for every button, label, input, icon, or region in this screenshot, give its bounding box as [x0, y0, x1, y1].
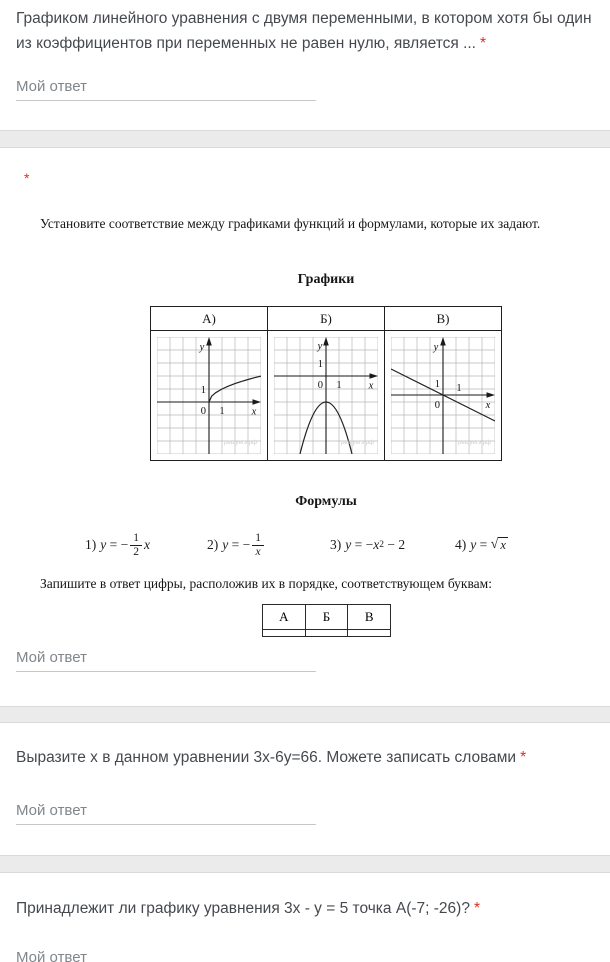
graph-label-a: А): [151, 307, 268, 330]
short-answer-input[interactable]: Мой ответ: [16, 78, 87, 95]
input-underline: [16, 671, 316, 672]
svg-text:1: 1: [434, 379, 440, 390]
graph-v-cell: [385, 331, 501, 460]
question-4-title: [16, 896, 602, 921]
question-2-answer: [16, 649, 316, 672]
short-answer-input[interactable]: Мой ответ: [16, 802, 87, 819]
short-answer-input[interactable]: Мой ответ: [16, 649, 87, 666]
write-answer-instruction: Запишите в ответ цифры, расположив их в порядке, соответствующем буквам:: [40, 576, 492, 591]
svg-text:1: 1: [336, 380, 342, 391]
svg-text:0: 0: [317, 380, 323, 391]
fraction: $\frac{1}{2}$: [130, 532, 142, 558]
question-4-text: Принадлежит ли графику уравнения 3x - y = 5 точка А(-7; -26)?: [16, 900, 470, 917]
svg-text:y: y: [199, 342, 205, 353]
question-card-2: [0, 147, 610, 707]
question-1-title: [16, 6, 602, 56]
graphs-table-body: [151, 331, 501, 460]
input-underline: [16, 100, 316, 101]
question-1-answer: [16, 78, 316, 101]
image-instruction-text: Установите соответствие между графиками функций и формулами, которые их задают.: [40, 216, 541, 231]
svg-text:x: x: [485, 400, 491, 411]
graph-label-b: Б): [268, 307, 385, 330]
graphs-table: [150, 306, 502, 461]
graphs-table-header: [151, 307, 501, 331]
watermark: решуегэ.рф: [224, 440, 257, 446]
svg-text:0: 0: [434, 400, 440, 411]
letter-v-cell: В: [364, 609, 374, 624]
formula-2: 2) y = − $\frac{1}{x}$: [207, 524, 266, 566]
watermark: решуегэ.рф: [458, 440, 491, 446]
answer-letters-table: [262, 604, 391, 637]
required-asterisk: *: [24, 170, 30, 186]
question-card-3: [0, 722, 610, 856]
input-underline: [16, 824, 316, 825]
graphs-section-title: Графики: [297, 272, 355, 287]
answer-letters-row: [263, 605, 390, 629]
question-3-text: Выразите x в данном уравнении 3x-6y=66. Можете записать словами: [16, 749, 517, 766]
question-1-text: Графиком линейного уравнения с двумя переменными, в котором хотя бы один из коэффициентов при переменных не равен нулю, является ...: [16, 10, 592, 52]
graph-a-cell: [151, 331, 268, 460]
letter-b-cell: Б: [306, 605, 349, 629]
square-root: √ x: [490, 537, 506, 552]
svg-text:y: y: [317, 341, 323, 352]
fraction: $\frac{1}{x}$: [252, 532, 264, 558]
graph-label-v: В): [436, 310, 450, 326]
formula-4: 4) y = √ x: [455, 537, 506, 552]
graph-b-cell: [268, 331, 385, 460]
svg-text:y: y: [433, 342, 439, 353]
watermark: решуегэ.рф: [341, 440, 374, 446]
required-asterisk: *: [520, 749, 527, 766]
svg-text:x: x: [368, 380, 374, 392]
short-answer-input[interactable]: Мой ответ: [16, 949, 87, 962]
graph-v-line: [391, 337, 495, 454]
svg-text:1: 1: [317, 359, 323, 370]
svg-text:0: 0: [200, 406, 206, 417]
graph-a-sqrt-curve: [157, 337, 261, 454]
letter-a-cell: А: [263, 605, 306, 629]
question-3-title: [16, 745, 602, 770]
answer-letters-empty-row: [263, 629, 390, 636]
formula-1: 1) y = − $\frac{1}{2}$ x: [85, 531, 150, 558]
formula-3: 3) y = − x 2 − 2: [330, 537, 406, 552]
question-3-answer: [16, 802, 316, 825]
svg-text:1: 1: [219, 406, 225, 417]
svg-text:x: x: [251, 406, 257, 418]
required-asterisk: *: [479, 35, 487, 52]
question-card-1: [0, 0, 610, 131]
question-4-answer: [16, 949, 316, 962]
question-card-4: [0, 872, 610, 962]
formulas-section-title: Формулы: [295, 494, 357, 509]
svg-text:1: 1: [456, 383, 462, 394]
graph-b-parabola: [274, 337, 378, 454]
svg-text:1: 1: [200, 385, 206, 396]
required-asterisk: *: [473, 900, 480, 917]
